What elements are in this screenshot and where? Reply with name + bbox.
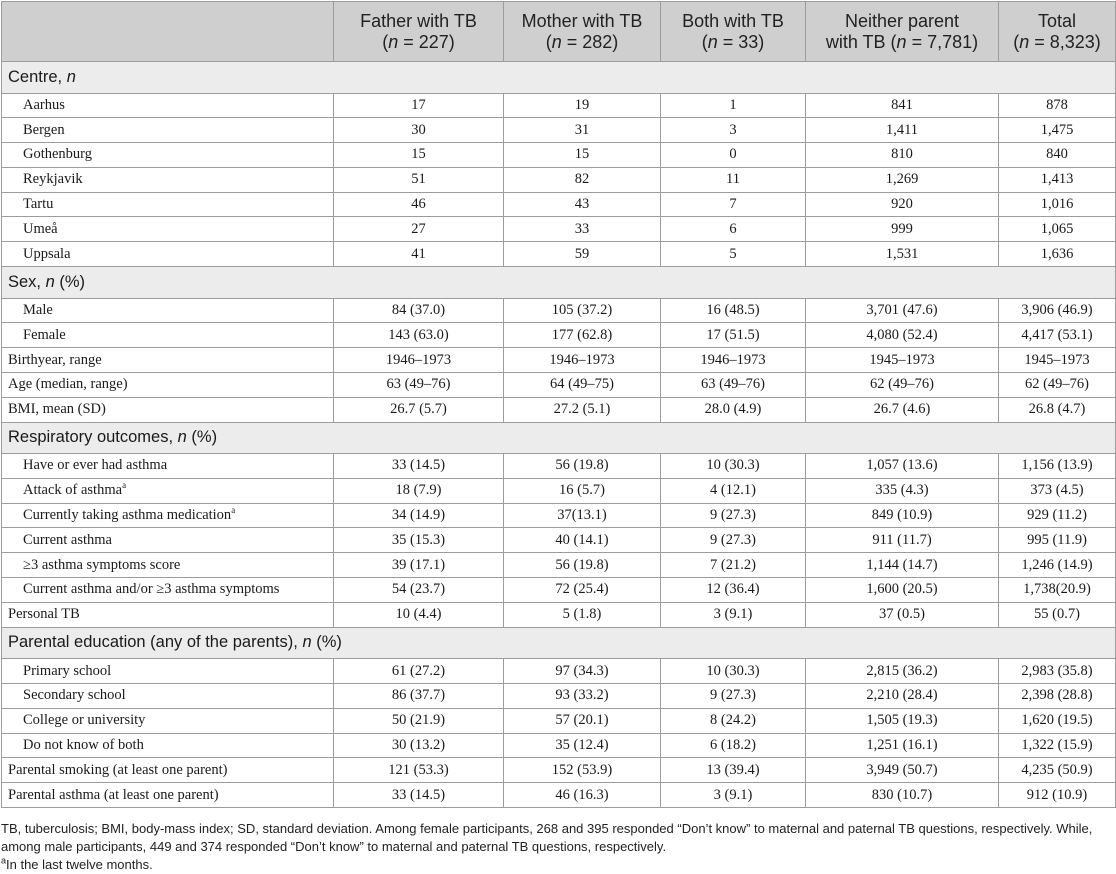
row-label: ≥3 asthma symptoms score (2, 553, 334, 578)
table-cell: 1,475 (999, 118, 1116, 143)
table-cell: 1,322 (15.9) (999, 733, 1116, 758)
table-cell: 5 (661, 242, 806, 267)
table-cell: 34 (14.9) (334, 503, 504, 528)
table-cell: 84 (37.0) (334, 298, 504, 323)
row-label: College or university (2, 708, 334, 733)
row-label: Female (2, 323, 334, 348)
table-cell: 37(13.1) (504, 503, 661, 528)
table-cell: 1,600 (20.5) (806, 578, 999, 603)
table-cell: 33 (504, 217, 661, 242)
table-row (2, 118, 1116, 143)
table-cell: 840 (999, 143, 1116, 168)
table-cell: 1,531 (806, 242, 999, 267)
footnote-abbreviations: TB, tuberculosis; BMI, body-mass index; SD, standard deviation. Among female participants, 268 and 395 responded “Don’t know” to maternal and paternal TB questions, respectively. While, among male participants, 449 and 374 responded “Don’t know” to maternal and paternal TB questions, respectively. (1, 821, 1093, 854)
header-neither-parent: Neither parent with TB (n = 7,781) (806, 2, 999, 62)
table-cell: 51 (334, 167, 504, 192)
table-cell: 1,411 (806, 118, 999, 143)
table-cell: 33 (14.5) (334, 783, 504, 808)
table-cell: 72 (25.4) (504, 578, 661, 603)
table-cell: 26.8 (4.7) (999, 397, 1116, 422)
table-cell: 1,636 (999, 242, 1116, 267)
table-cell: 63 (49–76) (334, 372, 504, 397)
table-cell: 33 (14.5) (334, 454, 504, 479)
table-cell: 43 (504, 192, 661, 217)
row-label: Umeå (2, 217, 334, 242)
table-cell: 28.0 (4.9) (661, 397, 806, 422)
table-row (2, 733, 1116, 758)
table-cell: 7 (661, 192, 806, 217)
table-cell: 46 (334, 192, 504, 217)
table-cell: 1945–1973 (806, 348, 999, 373)
table-cell: 30 (334, 118, 504, 143)
table-cell: 41 (334, 242, 504, 267)
table-cell: 1,156 (13.9) (999, 454, 1116, 479)
table-cell: 3 (661, 118, 806, 143)
table-cell: 4,417 (53.1) (999, 323, 1116, 348)
section-title: Respiratory outcomes, n (%) (2, 422, 1116, 454)
row-label: Currently taking asthma medication$^a$ (2, 503, 334, 528)
table-cell: 152 (53.9) (504, 758, 661, 783)
table-cell: 19 (504, 93, 661, 118)
table-row (2, 503, 1116, 528)
table-cell: 4,080 (52.4) (806, 323, 999, 348)
table-row (2, 397, 1116, 422)
table-cell: 9 (27.3) (661, 503, 806, 528)
table-cell: 37 (0.5) (806, 602, 999, 627)
table-cell: 7 (21.2) (661, 553, 806, 578)
table-cell: 3 (9.1) (661, 783, 806, 808)
table-row (2, 323, 1116, 348)
table-cell: 9 (27.3) (661, 528, 806, 553)
row-label: Age (median, range) (2, 372, 334, 397)
table-cell: 64 (49–75) (504, 372, 661, 397)
table-cell: 849 (10.9) (806, 503, 999, 528)
table-row (2, 553, 1116, 578)
table-cell: 10 (30.3) (661, 454, 806, 479)
header-row (2, 2, 1116, 62)
table-cell: 2,398 (28.8) (999, 683, 1116, 708)
row-label: Personal TB (2, 602, 334, 627)
table-row (2, 758, 1116, 783)
table-cell: 335 (4.3) (806, 478, 999, 503)
table-cell: 27.2 (5.1) (504, 397, 661, 422)
table-cell: 31 (504, 118, 661, 143)
table-cell: 16 (48.5) (661, 298, 806, 323)
characteristics-table (1, 1, 1116, 808)
table-cell: 995 (11.9) (999, 528, 1116, 553)
table-cell: 56 (19.8) (504, 553, 661, 578)
table-row (2, 783, 1116, 808)
header-both-with-tb: Both with TB (n = 33) (661, 2, 806, 62)
table-cell: 2,983 (35.8) (999, 659, 1116, 684)
table-row (2, 578, 1116, 603)
section-sex (2, 267, 1116, 299)
table-cell: 1,057 (13.6) (806, 454, 999, 479)
table-cell: 1,620 (19.5) (999, 708, 1116, 733)
row-label: Bergen (2, 118, 334, 143)
table-cell: 17 (334, 93, 504, 118)
row-label: Current asthma and/or ≥3 asthma symptoms (2, 578, 334, 603)
header-total: Total (n = 8,323) (999, 2, 1116, 62)
table-cell: 12 (36.4) (661, 578, 806, 603)
table-cell: 1,065 (999, 217, 1116, 242)
row-label: Reykjavik (2, 167, 334, 192)
section-respiratory-outcomes (2, 422, 1116, 454)
table-cell: 841 (806, 93, 999, 118)
table-cell: 1945–1973 (999, 348, 1116, 373)
table-cell: 30 (13.2) (334, 733, 504, 758)
table-cell: 10 (30.3) (661, 659, 806, 684)
row-label: Attack of asthma$^a$ (2, 478, 334, 503)
table-cell: 46 (16.3) (504, 783, 661, 808)
table-cell: 63 (49–76) (661, 372, 806, 397)
table-row (2, 372, 1116, 397)
table-cell: 920 (806, 192, 999, 217)
table-row (2, 708, 1116, 733)
table-cell: 10 (4.4) (334, 602, 504, 627)
table-cell: 56 (19.8) (504, 454, 661, 479)
table-cell: 2,815 (36.2) (806, 659, 999, 684)
table-cell: 50 (21.9) (334, 708, 504, 733)
table-row (2, 478, 1116, 503)
header-empty-cell (2, 2, 334, 62)
row-label: Gothenburg (2, 143, 334, 168)
table-cell: 830 (10.7) (806, 783, 999, 808)
table-footnotes (1, 820, 1115, 874)
table-cell: 3,701 (47.6) (806, 298, 999, 323)
footnote-a: $^a$In the last twelve months. (1, 855, 153, 872)
row-label: Aarhus (2, 93, 334, 118)
table-cell: 16 (5.7) (504, 478, 661, 503)
row-label: Birthyear, range (2, 348, 334, 373)
table-row (2, 143, 1116, 168)
table-cell: 6 (18.2) (661, 733, 806, 758)
header-father-with-tb: Father with TB (n = 227) (334, 2, 504, 62)
table-cell: 86 (37.7) (334, 683, 504, 708)
table-cell: 27 (334, 217, 504, 242)
table-cell: 105 (37.2) (504, 298, 661, 323)
table-cell: 9 (27.3) (661, 683, 806, 708)
table-row (2, 659, 1116, 684)
table-row (2, 298, 1116, 323)
table-cell: 6 (661, 217, 806, 242)
table-cell: 62 (49–76) (806, 372, 999, 397)
row-label: Tartu (2, 192, 334, 217)
table-cell: 35 (15.3) (334, 528, 504, 553)
row-label: Uppsala (2, 242, 334, 267)
row-label: Parental smoking (at least one parent) (2, 758, 334, 783)
table-cell: 1,144 (14.7) (806, 553, 999, 578)
row-label: Have or ever had asthma (2, 454, 334, 479)
table-cell: 878 (999, 93, 1116, 118)
table-cell: 1946–1973 (504, 348, 661, 373)
table-cell: 143 (63.0) (334, 323, 504, 348)
table-cell: 62 (49–76) (999, 372, 1116, 397)
table-cell: 999 (806, 217, 999, 242)
table-cell: 1,251 (16.1) (806, 733, 999, 758)
table-cell: 1,016 (999, 192, 1116, 217)
table-cell: 54 (23.7) (334, 578, 504, 603)
table-cell: 17 (51.5) (661, 323, 806, 348)
table-cell: 3,949 (50.7) (806, 758, 999, 783)
table-cell: 26.7 (4.6) (806, 397, 999, 422)
row-label: BMI, mean (SD) (2, 397, 334, 422)
section-centre (2, 62, 1116, 94)
table-cell: 0 (661, 143, 806, 168)
table-cell: 13 (39.4) (661, 758, 806, 783)
table-row (2, 348, 1116, 373)
table-cell: 57 (20.1) (504, 708, 661, 733)
table-cell: 35 (12.4) (504, 733, 661, 758)
table-cell: 3 (9.1) (661, 602, 806, 627)
table-cell: 55 (0.7) (999, 602, 1116, 627)
row-label: Secondary school (2, 683, 334, 708)
table-cell: 1,738(20.9) (999, 578, 1116, 603)
table-cell: 3,906 (46.9) (999, 298, 1116, 323)
table-cell: 11 (661, 167, 806, 192)
table-row (2, 683, 1116, 708)
row-label: Primary school (2, 659, 334, 684)
table-cell: 59 (504, 242, 661, 267)
table-cell: 8 (24.2) (661, 708, 806, 733)
table-cell: 373 (4.5) (999, 478, 1116, 503)
table-cell: 97 (34.3) (504, 659, 661, 684)
table-cell: 26.7 (5.7) (334, 397, 504, 422)
table-cell: 5 (1.8) (504, 602, 661, 627)
table-cell: 810 (806, 143, 999, 168)
table-cell: 1 (661, 93, 806, 118)
table-cell: 1946–1973 (334, 348, 504, 373)
table-row (2, 242, 1116, 267)
table-cell: 61 (27.2) (334, 659, 504, 684)
table-cell: 177 (62.8) (504, 323, 661, 348)
table-cell: 1946–1973 (661, 348, 806, 373)
table-row (2, 528, 1116, 553)
table-cell: 18 (7.9) (334, 478, 504, 503)
table-cell: 15 (334, 143, 504, 168)
row-label: Male (2, 298, 334, 323)
table-cell: 121 (53.3) (334, 758, 504, 783)
table-row (2, 192, 1116, 217)
table-cell: 39 (17.1) (334, 553, 504, 578)
row-label: Do not know of both (2, 733, 334, 758)
table-cell: 911 (11.7) (806, 528, 999, 553)
table-row (2, 217, 1116, 242)
header-mother-with-tb: Mother with TB (n = 282) (504, 2, 661, 62)
table-cell: 1,505 (19.3) (806, 708, 999, 733)
table-cell: 93 (33.2) (504, 683, 661, 708)
table-cell: 2,210 (28.4) (806, 683, 999, 708)
section-title: Centre, n (2, 62, 1116, 94)
table-cell: 15 (504, 143, 661, 168)
table-cell: 912 (10.9) (999, 783, 1116, 808)
row-label: Parental asthma (at least one parent) (2, 783, 334, 808)
table-cell: 1,269 (806, 167, 999, 192)
table-cell: 1,246 (14.9) (999, 553, 1116, 578)
table-cell: 4,235 (50.9) (999, 758, 1116, 783)
table-cell: 929 (11.2) (999, 503, 1116, 528)
table-row (2, 167, 1116, 192)
table-cell: 82 (504, 167, 661, 192)
section-title: Sex, n (%) (2, 267, 1116, 299)
table-cell: 1,413 (999, 167, 1116, 192)
table-row (2, 93, 1116, 118)
table-cell: 4 (12.1) (661, 478, 806, 503)
row-label: Current asthma (2, 528, 334, 553)
table-row (2, 454, 1116, 479)
section-parental-education (2, 627, 1116, 659)
section-title: Parental education (any of the parents), n (%) (2, 627, 1116, 659)
table-cell: 40 (14.1) (504, 528, 661, 553)
table-row (2, 602, 1116, 627)
